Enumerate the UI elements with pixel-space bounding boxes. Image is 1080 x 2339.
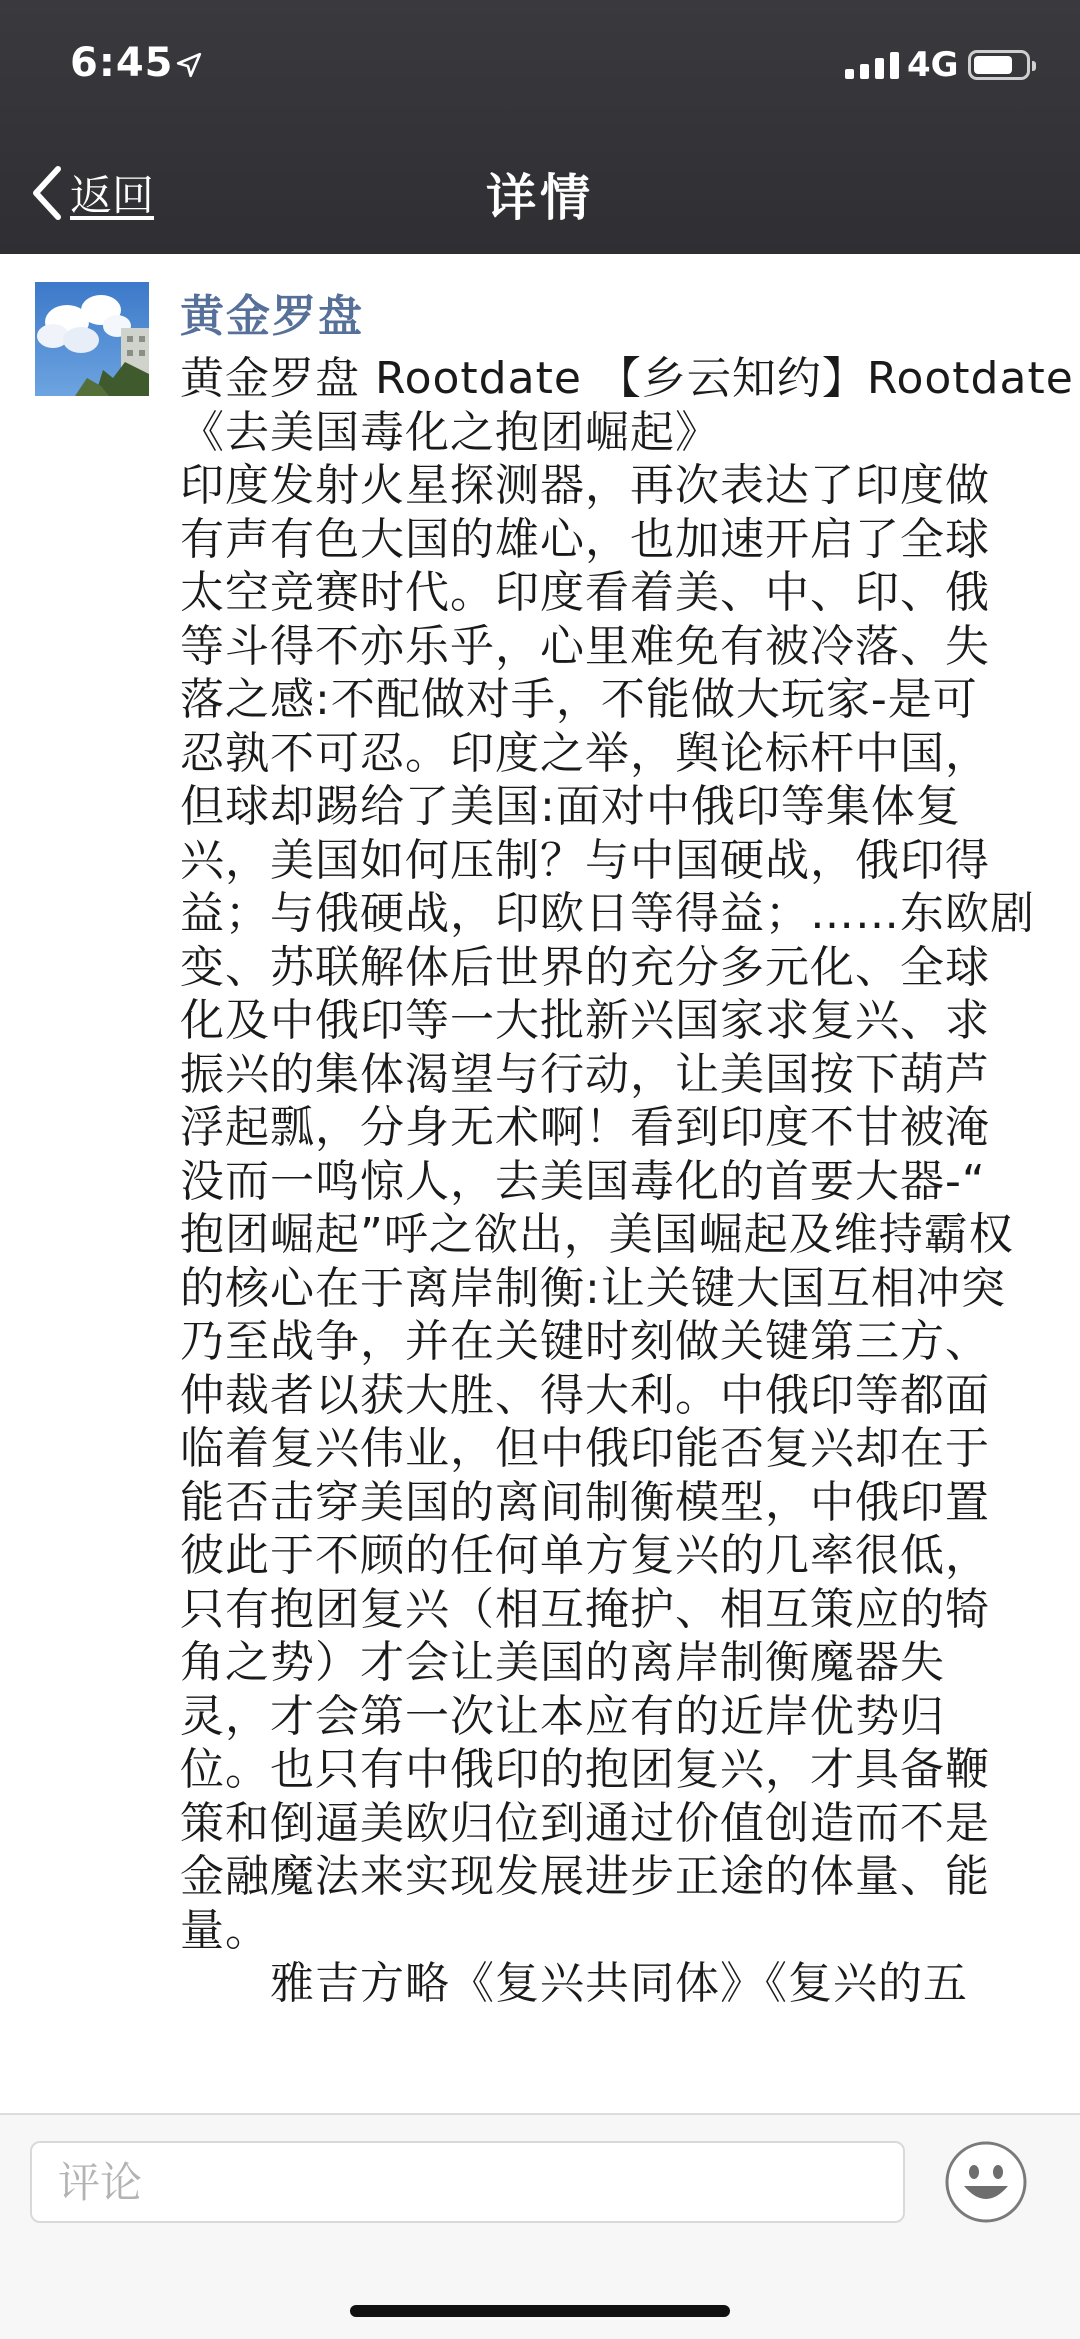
post-text-line: 临着复兴伟业，但中俄印能否复兴却在于	[180, 1423, 990, 1474]
post-text-line: 雅吉方略《复兴共同体》《复兴的五	[180, 1958, 968, 2009]
page-title: 详情	[486, 169, 594, 227]
post-text-line: 浮起瓢，分身无术啊！看到印度不甘被淹	[180, 1102, 990, 1153]
post-text-line: 能否击穿美国的离间制衡模型，中俄印置	[180, 1476, 990, 1528]
avatar[interactable]	[35, 282, 149, 396]
comment-input[interactable]	[30, 2141, 905, 2223]
post-text-line: 有声有色大国的雄心，也加速开启了全球	[180, 513, 990, 565]
post-text-line: 仲裁者以获大胜、得大利。中俄印等都面	[180, 1369, 990, 1421]
post-text-line: 没而一鸣惊人，去美国毒化的首要大器-“	[180, 1155, 986, 1207]
post-text-line: 等斗得不亦乐乎，心里难免有被冷落、失	[180, 620, 990, 672]
battery-fill	[974, 56, 1012, 74]
battery-icon	[968, 50, 1030, 80]
post-text-line: 金融魔法来实现发展进步正途的体量、能	[180, 1851, 990, 1902]
post-text-line: 落之感:不配做对手，不能做大玩家-是可	[180, 674, 978, 725]
location-arrow-icon	[176, 52, 202, 78]
post-text-line: 化及中俄印等一大批新兴国家求复兴、求	[180, 995, 990, 1046]
signal-strength-icon	[845, 52, 899, 79]
network-type: 4G	[907, 45, 959, 85]
post-text-line: 但球却踢给了美国:面对中俄印等集体复	[180, 781, 961, 832]
comment-bar	[0, 2113, 1080, 2339]
post-author[interactable]: 黄金罗盘	[180, 291, 364, 342]
post-text-line: 乃至战争，并在关键时刻做关键第三方、	[180, 1316, 990, 1367]
post-text-line: 灵，才会第一次让本应有的近岸优势归	[180, 1690, 945, 1742]
avatar-image	[35, 282, 149, 396]
post-text-line: 量。	[180, 1904, 270, 1956]
post-text-line: 变、苏联解体后世界的充分多元化、全球	[180, 941, 990, 993]
smiley-face-icon	[944, 2140, 1028, 2224]
home-indicator	[350, 2305, 730, 2317]
post-text-line: 黄金罗盘 Rootdate 【乡云知约】Rootdate	[180, 353, 1074, 404]
post-text-line: 益；与俄硬战，印欧日等得益；……东欧剧	[180, 888, 1035, 939]
post-text-line: 位。也只有中俄印的抱团复兴，才具备鞭	[180, 1744, 990, 1795]
post-text-line: 的核心在于离岸制衡:让关键大国互相冲突	[180, 1262, 1006, 1314]
top-bar	[0, 0, 1080, 254]
post-text-line: 兴，美国如何压制？与中国硬战，俄印得	[180, 834, 990, 886]
post-text-line: 忍孰不可忍。印度之举，舆论标杆中国，	[180, 727, 990, 779]
post-text-line: 彼此于不顾的任何单方复兴的几率很低，	[180, 1530, 990, 1581]
status-bar	[0, 0, 1080, 130]
post-text-line: 只有抱团复兴（相互掩护、相互策应的犄	[180, 1583, 990, 1635]
post-text-line: 振兴的集体渴望与行动，让美国按下葫芦	[180, 1048, 990, 1100]
post-text-line: 抱团崛起”呼之欲出，美国崛起及维持霸权	[180, 1209, 1014, 1260]
status-time: 6:45	[70, 40, 174, 86]
post-text-line: 《去美国毒化之抱团崛起》	[180, 406, 720, 458]
post-text-line: 太空竞赛时代。印度看着美、中、印、俄	[180, 567, 990, 618]
emoji-button[interactable]	[944, 2140, 1028, 2224]
post-text-line: 策和倒逼美欧归位到通过价值创造而不是	[180, 1797, 990, 1849]
back-label: 返回	[70, 171, 155, 220]
post-body	[180, 352, 1074, 2011]
post-text-line: 印度发射火星探测器，再次表达了印度做	[180, 460, 990, 511]
nav-bar	[0, 130, 1080, 254]
post-text-line: 角之势）才会让美国的离岸制衡魔器失	[180, 1637, 945, 1688]
